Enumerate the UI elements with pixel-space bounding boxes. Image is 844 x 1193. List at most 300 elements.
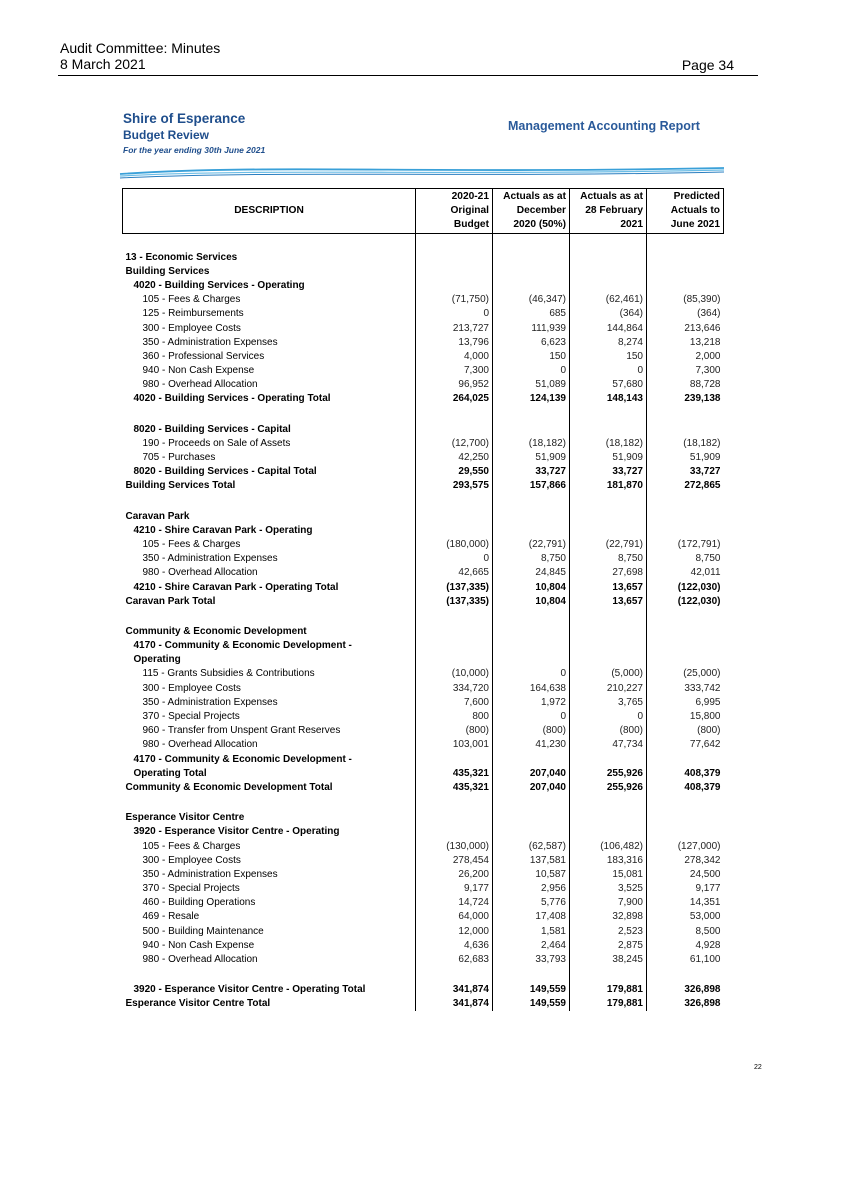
value-cell: (22,791) — [493, 537, 570, 551]
table-row — [123, 293, 724, 307]
value-cell: (122,030) — [647, 580, 724, 594]
row-label: 105 - Fees & Charges — [142, 294, 241, 306]
value-cell — [416, 493, 493, 509]
table-row — [123, 867, 724, 881]
row-label: 300 - Employee Costs — [142, 682, 241, 694]
value-cell: 33,727 — [570, 465, 647, 479]
value-cell — [647, 653, 724, 667]
subtotal-row — [123, 983, 724, 997]
table-row — [123, 938, 724, 952]
total-row — [123, 479, 724, 493]
value-cell: 13,218 — [647, 335, 724, 349]
value-cell: 183,316 — [570, 853, 647, 867]
table-row — [123, 307, 724, 321]
value-cell: 164,638 — [493, 681, 570, 695]
value-cell — [570, 653, 647, 667]
value-cell: 341,874 — [416, 983, 493, 997]
value-cell: 6,623 — [493, 335, 570, 349]
value-cell: 8,750 — [647, 552, 724, 566]
value-cell: 137,581 — [493, 853, 570, 867]
value-cell: (137,335) — [416, 594, 493, 608]
value-cell: 326,898 — [647, 983, 724, 997]
table-row — [123, 335, 724, 349]
value-cell: 0 — [493, 667, 570, 681]
value-cell — [570, 250, 647, 264]
value-cell — [570, 422, 647, 436]
value-cell: 15,800 — [647, 709, 724, 723]
value-cell: 10,804 — [493, 580, 570, 594]
value-cell — [416, 250, 493, 264]
value-cell — [416, 639, 493, 653]
value-cell: 10,804 — [493, 594, 570, 608]
value-cell: 4,928 — [647, 938, 724, 952]
row-label: Community & Economic Development — [125, 625, 307, 637]
value-cell — [570, 523, 647, 537]
subheading-row — [123, 639, 724, 653]
total-row — [123, 997, 724, 1011]
header-line: Original — [450, 205, 489, 216]
spacer-row — [123, 795, 724, 811]
spacer-row — [123, 406, 724, 422]
value-cell: 33,727 — [493, 465, 570, 479]
value-cell — [493, 493, 570, 509]
value-cell — [570, 752, 647, 766]
value-cell: 9,177 — [416, 882, 493, 896]
table-row — [123, 364, 724, 378]
value-cell — [647, 608, 724, 624]
value-cell — [416, 278, 493, 292]
description-header-label: DESCRIPTION — [234, 205, 304, 216]
value-cell: 1,581 — [493, 924, 570, 938]
value-cell — [493, 795, 570, 811]
row-label: 980 - Overhead Allocation — [142, 954, 258, 966]
row-label — [123, 406, 416, 422]
row-label: 105 - Fees & Charges — [142, 840, 241, 852]
row-label: 300 - Employee Costs — [142, 322, 241, 334]
value-cell: (12,700) — [416, 436, 493, 450]
value-cell: 13,796 — [416, 335, 493, 349]
row-label: Caravan Park — [125, 510, 190, 522]
table-row — [123, 321, 724, 335]
value-cell — [493, 825, 570, 839]
table-row — [123, 724, 724, 738]
actuals-december-header — [493, 189, 570, 234]
value-cell — [493, 422, 570, 436]
value-cell: 42,011 — [647, 566, 724, 580]
value-cell: (137,335) — [416, 580, 493, 594]
header-title: Audit Committee: Minutes — [60, 40, 221, 56]
row-label: Building Services — [125, 265, 210, 277]
header-divider — [58, 75, 758, 76]
value-cell — [570, 967, 647, 983]
total-row — [123, 780, 724, 794]
actuals-february-header — [570, 189, 647, 234]
value-cell — [416, 795, 493, 811]
row-label: 4020 - Building Services - Operating Total — [133, 393, 331, 405]
value-cell: 3,765 — [570, 695, 647, 709]
value-cell: 96,952 — [416, 378, 493, 392]
value-cell — [493, 264, 570, 278]
value-cell — [416, 967, 493, 983]
value-cell: 26,200 — [416, 867, 493, 881]
row-label: 940 - Non Cash Expense — [142, 365, 255, 377]
value-cell: 24,500 — [647, 867, 724, 881]
report-period: For the year ending 30th June 2021 — [123, 145, 266, 155]
value-cell: 1,972 — [493, 695, 570, 709]
row-label: 460 - Building Operations — [142, 897, 256, 909]
row-label: 350 - Administration Expenses — [142, 336, 278, 348]
value-cell: 51,909 — [493, 450, 570, 464]
value-cell: 0 — [493, 364, 570, 378]
value-cell: 0 — [570, 364, 647, 378]
value-cell — [647, 639, 724, 653]
value-cell: 12,000 — [416, 924, 493, 938]
value-cell: 14,351 — [647, 896, 724, 910]
value-cell: 8,750 — [570, 552, 647, 566]
subtotal-row — [123, 766, 724, 780]
value-cell: 7,900 — [570, 896, 647, 910]
value-cell: 157,866 — [493, 479, 570, 493]
row-label: 980 - Overhead Allocation — [142, 567, 258, 579]
value-cell: (122,030) — [647, 594, 724, 608]
table-row — [123, 436, 724, 450]
organisation-name: Shire of Esperance — [123, 111, 246, 126]
header-line: 28 February — [585, 205, 643, 216]
value-cell: (800) — [647, 724, 724, 738]
value-cell: 88,728 — [647, 378, 724, 392]
value-cell: 41,230 — [493, 738, 570, 752]
value-cell: 51,909 — [647, 450, 724, 464]
row-label: 105 - Fees & Charges — [142, 538, 241, 550]
value-cell — [493, 608, 570, 624]
spacer-row — [123, 608, 724, 624]
value-cell: 207,040 — [493, 780, 570, 794]
value-cell — [570, 278, 647, 292]
value-cell: 272,865 — [647, 479, 724, 493]
row-label: 8020 - Building Services - Capital Total — [133, 466, 317, 478]
value-cell — [647, 523, 724, 537]
value-cell: (106,482) — [570, 839, 647, 853]
value-cell: 0 — [416, 307, 493, 321]
value-cell: 47,734 — [570, 738, 647, 752]
value-cell: 2,000 — [647, 349, 724, 363]
value-cell: 0 — [570, 709, 647, 723]
value-cell: (127,000) — [647, 839, 724, 853]
value-cell: 64,000 — [416, 910, 493, 924]
row-label: 8020 - Building Services - Capital — [133, 423, 291, 435]
value-cell: 0 — [493, 709, 570, 723]
row-label: 4020 - Building Services - Operating — [133, 279, 305, 291]
value-cell: 213,727 — [416, 321, 493, 335]
value-cell: 207,040 — [493, 766, 570, 780]
value-cell: 61,100 — [647, 952, 724, 966]
value-cell: 6,995 — [647, 695, 724, 709]
value-cell: 51,089 — [493, 378, 570, 392]
header-page-number: Page 34 — [681, 57, 734, 73]
predicted-actuals-header — [647, 189, 724, 234]
value-cell: 29,550 — [416, 465, 493, 479]
header-line: 2020 (50%) — [513, 219, 566, 230]
row-label: 940 - Non Cash Expense — [142, 939, 255, 951]
row-label: 125 - Reimbursements — [142, 308, 244, 320]
value-cell: 24,845 — [493, 566, 570, 580]
subheading-row — [123, 523, 724, 537]
value-cell: 800 — [416, 709, 493, 723]
value-cell: 42,250 — [416, 450, 493, 464]
value-cell: 33,793 — [493, 952, 570, 966]
value-cell — [570, 811, 647, 825]
subtotal-row — [123, 580, 724, 594]
value-cell: 435,321 — [416, 766, 493, 780]
value-cell: 9,177 — [647, 882, 724, 896]
value-cell — [647, 825, 724, 839]
value-cell: 149,559 — [493, 997, 570, 1011]
row-label: 3920 - Esperance Visitor Centre - Operating Total — [133, 984, 366, 996]
row-label: 500 - Building Maintenance — [142, 925, 264, 937]
report-title: Budget Review — [123, 128, 210, 142]
row-label: Caravan Park Total — [125, 595, 216, 607]
value-cell — [493, 653, 570, 667]
value-cell: 278,342 — [647, 853, 724, 867]
value-cell — [416, 264, 493, 278]
value-cell: 181,870 — [570, 479, 647, 493]
value-cell — [647, 278, 724, 292]
row-label: 980 - Overhead Allocation — [142, 379, 258, 391]
value-cell — [493, 278, 570, 292]
value-cell: (800) — [493, 724, 570, 738]
spacer-row — [123, 493, 724, 509]
value-cell: 57,680 — [570, 378, 647, 392]
value-cell: 144,864 — [570, 321, 647, 335]
value-cell: (71,750) — [416, 293, 493, 307]
value-cell — [647, 752, 724, 766]
value-cell — [416, 422, 493, 436]
row-label: 350 - Administration Expenses — [142, 868, 278, 880]
value-cell — [647, 406, 724, 422]
value-cell — [493, 234, 570, 251]
row-label: 4170 - Community & Economic Development - — [133, 753, 352, 765]
row-label: 469 - Resale — [142, 911, 200, 923]
value-cell: 326,898 — [647, 997, 724, 1011]
value-cell — [647, 493, 724, 509]
table-row — [123, 896, 724, 910]
footer-page-number: 22 — [754, 1064, 762, 1071]
value-cell: 2,464 — [493, 938, 570, 952]
value-cell: (130,000) — [416, 839, 493, 853]
section-row — [123, 250, 724, 264]
value-cell: (18,182) — [570, 436, 647, 450]
header-line: Actuals to — [670, 205, 720, 216]
value-cell — [570, 639, 647, 653]
row-label: 190 - Proceeds on Sale of Assets — [142, 437, 291, 449]
value-cell: 2,956 — [493, 882, 570, 896]
value-cell: 33,727 — [647, 465, 724, 479]
value-cell — [570, 608, 647, 624]
value-cell — [647, 422, 724, 436]
report-type: Management Accounting Report — [508, 119, 700, 133]
value-cell: (62,587) — [493, 839, 570, 853]
value-cell: 53,000 — [647, 910, 724, 924]
value-cell — [416, 653, 493, 667]
value-cell — [493, 523, 570, 537]
value-cell: 341,874 — [416, 997, 493, 1011]
value-cell: (18,182) — [493, 436, 570, 450]
value-cell — [647, 264, 724, 278]
value-cell: (22,791) — [570, 537, 647, 551]
value-cell: (364) — [570, 307, 647, 321]
value-cell: 179,881 — [570, 983, 647, 997]
table-row — [123, 378, 724, 392]
subheading-row — [123, 278, 724, 292]
value-cell: (85,390) — [647, 293, 724, 307]
value-cell: 408,379 — [647, 766, 724, 780]
row-label: 13 - Economic Services — [125, 251, 238, 263]
value-cell — [416, 624, 493, 638]
value-cell — [416, 752, 493, 766]
value-cell: 685 — [493, 307, 570, 321]
table-row — [123, 709, 724, 723]
row-label: 4170 - Community & Economic Development - — [133, 640, 352, 652]
value-cell: (180,000) — [416, 537, 493, 551]
value-cell: 334,720 — [416, 681, 493, 695]
header-date: 8 March 2021 — [60, 56, 146, 72]
value-cell: (800) — [570, 724, 647, 738]
row-label: 4210 - Shire Caravan Park - Operating — [133, 524, 313, 536]
row-label: Building Services Total — [125, 480, 236, 492]
group-row — [123, 624, 724, 638]
value-cell — [416, 523, 493, 537]
value-cell: 103,001 — [416, 738, 493, 752]
value-cell: (800) — [416, 724, 493, 738]
value-cell — [493, 624, 570, 638]
value-cell: 5,776 — [493, 896, 570, 910]
value-cell — [570, 264, 647, 278]
table-row — [123, 667, 724, 681]
row-label: Operating — [133, 654, 181, 666]
value-cell: 435,321 — [416, 780, 493, 794]
original-budget-header — [416, 189, 493, 234]
value-cell: (18,182) — [647, 436, 724, 450]
header-line: Predicted — [673, 191, 720, 202]
table-row — [123, 681, 724, 695]
value-cell: 179,881 — [570, 997, 647, 1011]
table-row — [123, 738, 724, 752]
value-cell — [416, 406, 493, 422]
row-label: 350 - Administration Expenses — [142, 696, 278, 708]
table-row — [123, 566, 724, 580]
table-row — [123, 952, 724, 966]
subheading-row — [123, 825, 724, 839]
spacer-row — [123, 234, 724, 251]
header-line: December — [516, 205, 566, 216]
group-row — [123, 811, 724, 825]
row-label — [123, 967, 416, 983]
row-label: 300 - Employee Costs — [142, 854, 241, 866]
value-cell — [647, 624, 724, 638]
row-label: Community & Economic Development Total — [125, 781, 333, 793]
header-line: Actuals as at — [580, 191, 643, 202]
header-line: Actuals as at — [503, 191, 566, 202]
group-row — [123, 509, 724, 523]
table-header-row — [123, 189, 724, 234]
value-cell — [647, 250, 724, 264]
table-body — [123, 234, 724, 1012]
value-cell: 7,600 — [416, 695, 493, 709]
value-cell: 7,300 — [416, 364, 493, 378]
value-cell — [416, 509, 493, 523]
description-header — [123, 189, 416, 234]
budget-review-table — [122, 188, 724, 1011]
row-label — [123, 608, 416, 624]
row-label: 3920 - Esperance Visitor Centre - Operating — [133, 826, 340, 838]
value-cell: 42,665 — [416, 566, 493, 580]
value-cell: 4,000 — [416, 349, 493, 363]
value-cell: 148,143 — [570, 392, 647, 406]
value-cell: 17,408 — [493, 910, 570, 924]
value-cell — [493, 639, 570, 653]
table-row — [123, 552, 724, 566]
row-label: 370 - Special Projects — [142, 883, 240, 895]
row-label: Operating Total — [133, 767, 207, 779]
value-cell — [493, 967, 570, 983]
value-cell: 2,523 — [570, 924, 647, 938]
table-row — [123, 910, 724, 924]
value-cell: 3,525 — [570, 882, 647, 896]
value-cell: 278,454 — [416, 853, 493, 867]
row-label: Esperance Visitor Centre Total — [125, 998, 271, 1010]
row-label: 980 - Overhead Allocation — [142, 739, 258, 751]
subheading-row — [123, 653, 724, 667]
value-cell — [570, 795, 647, 811]
value-cell: 111,939 — [493, 321, 570, 335]
value-cell: (46,347) — [493, 293, 570, 307]
value-cell: 293,575 — [416, 479, 493, 493]
table-row — [123, 537, 724, 551]
value-cell — [416, 608, 493, 624]
row-label: 960 - Transfer from Unspent Grant Reserves — [142, 725, 341, 737]
table-row — [123, 450, 724, 464]
value-cell: 8,274 — [570, 335, 647, 349]
group-row — [123, 264, 724, 278]
value-cell — [493, 752, 570, 766]
row-label: 705 - Purchases — [142, 452, 216, 464]
row-label — [123, 493, 416, 509]
value-cell — [416, 234, 493, 251]
value-cell — [416, 811, 493, 825]
value-cell — [647, 509, 724, 523]
subheading-row — [123, 752, 724, 766]
value-cell: 15,081 — [570, 867, 647, 881]
value-cell: 51,909 — [570, 450, 647, 464]
value-cell: 13,657 — [570, 594, 647, 608]
value-cell — [570, 509, 647, 523]
row-label — [123, 795, 416, 811]
value-cell: 210,227 — [570, 681, 647, 695]
value-cell — [493, 250, 570, 264]
value-cell — [570, 825, 647, 839]
row-label: 4210 - Shire Caravan Park - Operating Total — [133, 581, 339, 593]
value-cell: 124,139 — [493, 392, 570, 406]
value-cell: 8,750 — [493, 552, 570, 566]
value-cell: 14,724 — [416, 896, 493, 910]
value-cell: 27,698 — [570, 566, 647, 580]
value-cell: 333,742 — [647, 681, 724, 695]
value-cell: (10,000) — [416, 667, 493, 681]
value-cell: 13,657 — [570, 580, 647, 594]
row-label: 360 - Professional Services — [142, 350, 265, 362]
value-cell: 0 — [416, 552, 493, 566]
value-cell — [570, 624, 647, 638]
